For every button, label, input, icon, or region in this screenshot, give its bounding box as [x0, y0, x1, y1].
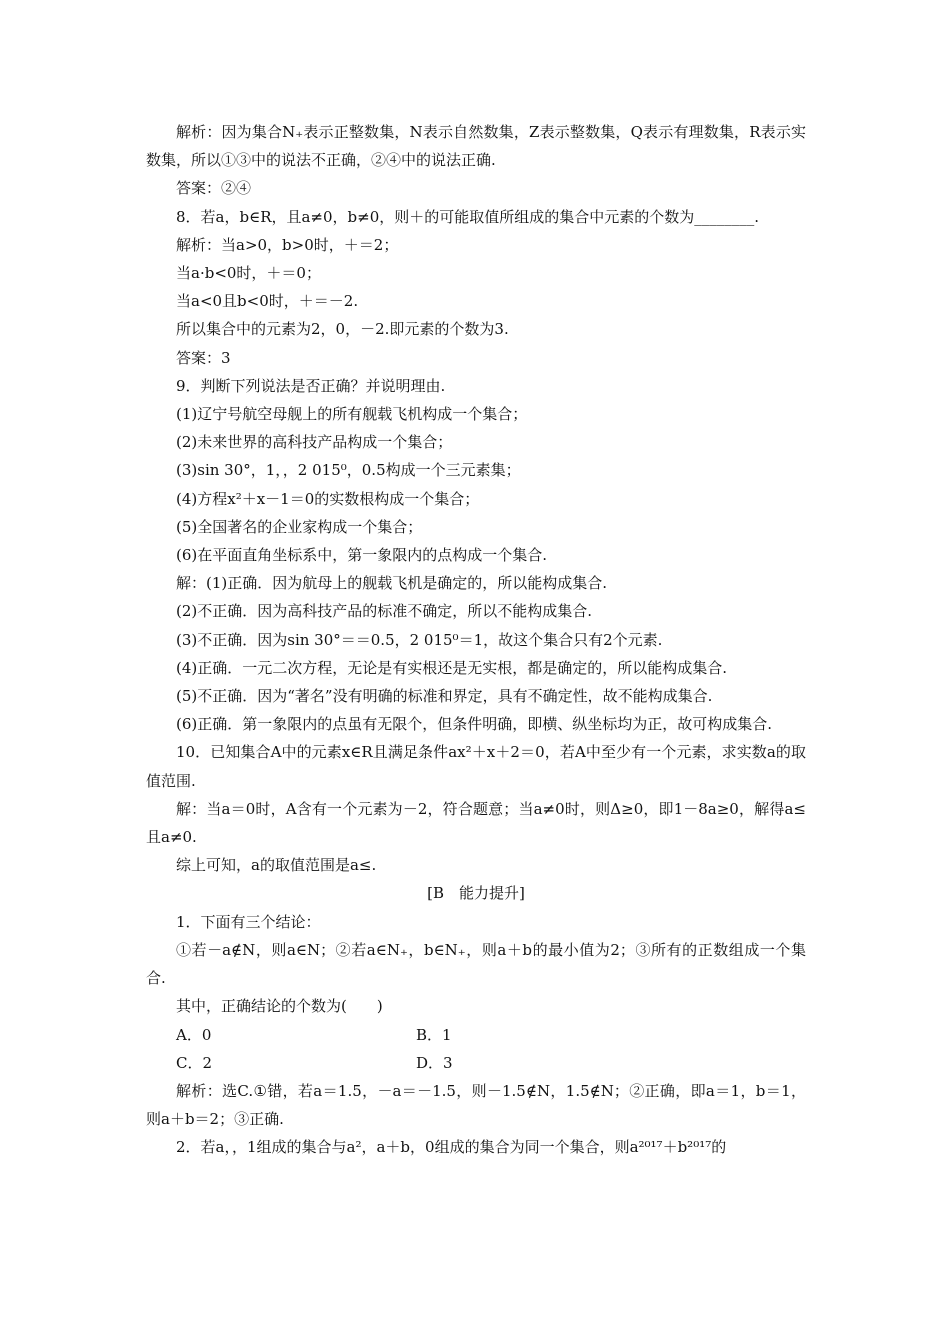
document-body [146, 118, 806, 1162]
paragraph: (2)未来世界的高科技产品构成一个集合； [176, 433, 453, 452]
choice-a: A．0 [176, 1025, 212, 1044]
paragraph: 解析：当a>0，b>0时，＋＝2； [176, 235, 399, 254]
paragraph: 解：(1)正确．因为航母上的舰载飞机是确定的，所以能构成集合. [176, 574, 608, 593]
choice-row [146, 1049, 806, 1077]
question-10: 10．已知集合A中的元素x∈R且满足条件ax²＋x＋2＝0，若A中至少有一个元素，求实数a的取值范围. [146, 743, 806, 790]
question-b1: 1．下面有三个结论： [176, 912, 321, 931]
paragraph: (2)不正确．因为高科技产品的标准不确定，所以不能构成集合. [176, 602, 593, 621]
question-b2: 2．若a，，1组成的集合与a²，a＋b，0组成的集合为同一个集合，则a²⁰¹⁷＋b²⁰¹⁷的 [176, 1138, 727, 1157]
choice-d: D．3 [416, 1053, 453, 1072]
paragraph: (6)在平面直角坐标系中，第一象限内的点构成一个集合. [176, 546, 548, 565]
question-9: 9．判断下列说法是否正确？并说明理由. [176, 376, 446, 395]
paragraph: 解：当a＝0时，A含有一个元素为－2，符合题意；当a≠0时，则Δ≥0，即1－8a≥0，解得a≤且a≠0. [146, 799, 806, 847]
choice-b: B．1 [416, 1025, 452, 1044]
paragraph: ①若－a∉N，则a∈N；②若a∈N₊，b∈N₊，则a＋b的最小值为2；③所有的正数组成一个集合. [146, 940, 806, 988]
paragraph: 当a·b<0时，＋＝0； [176, 264, 321, 283]
choice-c: C．2 [176, 1053, 213, 1072]
paragraph: (3)sin 30°，1，，2 015⁰，0.5构成一个三元素集； [176, 461, 521, 480]
paragraph: (4)方程x²＋x－1＝0的实数根构成一个集合； [176, 489, 480, 508]
paragraph: (5)不正确．因为“著名”没有明确的标准和界定，具有不确定性，故不能构成集合. [176, 687, 713, 706]
paragraph: (6)正确．第一象限内的点虽有无限个，但条件明确，即横、纵坐标均为正，故可构成集合. [176, 715, 773, 734]
paragraph: (4)正确．一元二次方程，无论是有实根还是无实根，都是确定的，所以能构成集合. [176, 658, 728, 677]
section-heading: [B 能力提升] [427, 884, 525, 903]
question-8: 8．若a，b∈R，且a≠0，b≠0，则＋的可能取值所组成的集合中元素的个数为________. [176, 207, 760, 226]
paragraph: 解析：因为集合N₊表示正整数集，N表示自然数集，Z表示整数集，Q表示有理数集，R表示实数集，所以①③中的说法不正确，②④中的说法正确. [146, 123, 806, 170]
paragraph: 答案：3 [176, 348, 231, 367]
paragraph: 解析：选C.①错，若a＝1.5，－a＝－1.5，则－1.5∉N，1.5∉N；②正确，即a＝1，b＝1，则a＋b＝2；③正确. [146, 1081, 806, 1129]
paragraph: (3)不正确．因为sin 30°＝＝0.5，2 015⁰＝1，故这个集合只有2个元素. [176, 630, 663, 649]
paragraph: 其中，正确结论的个数为( ) [176, 997, 383, 1016]
choice-row [146, 1021, 806, 1049]
paragraph: 所以集合中的元素为2，0，－2.即元素的个数为3. [176, 320, 509, 339]
paragraph: 综上可知，a的取值范围是a≤. [176, 856, 377, 875]
paragraph: 答案：②④ [176, 179, 252, 198]
paragraph: (5)全国著名的企业家构成一个集合； [176, 517, 423, 536]
paragraph: 当a<0且b<0时，＋＝－2. [176, 292, 359, 311]
paragraph: (1)辽宁号航空母舰上的所有舰载飞机构成一个集合； [176, 405, 528, 424]
